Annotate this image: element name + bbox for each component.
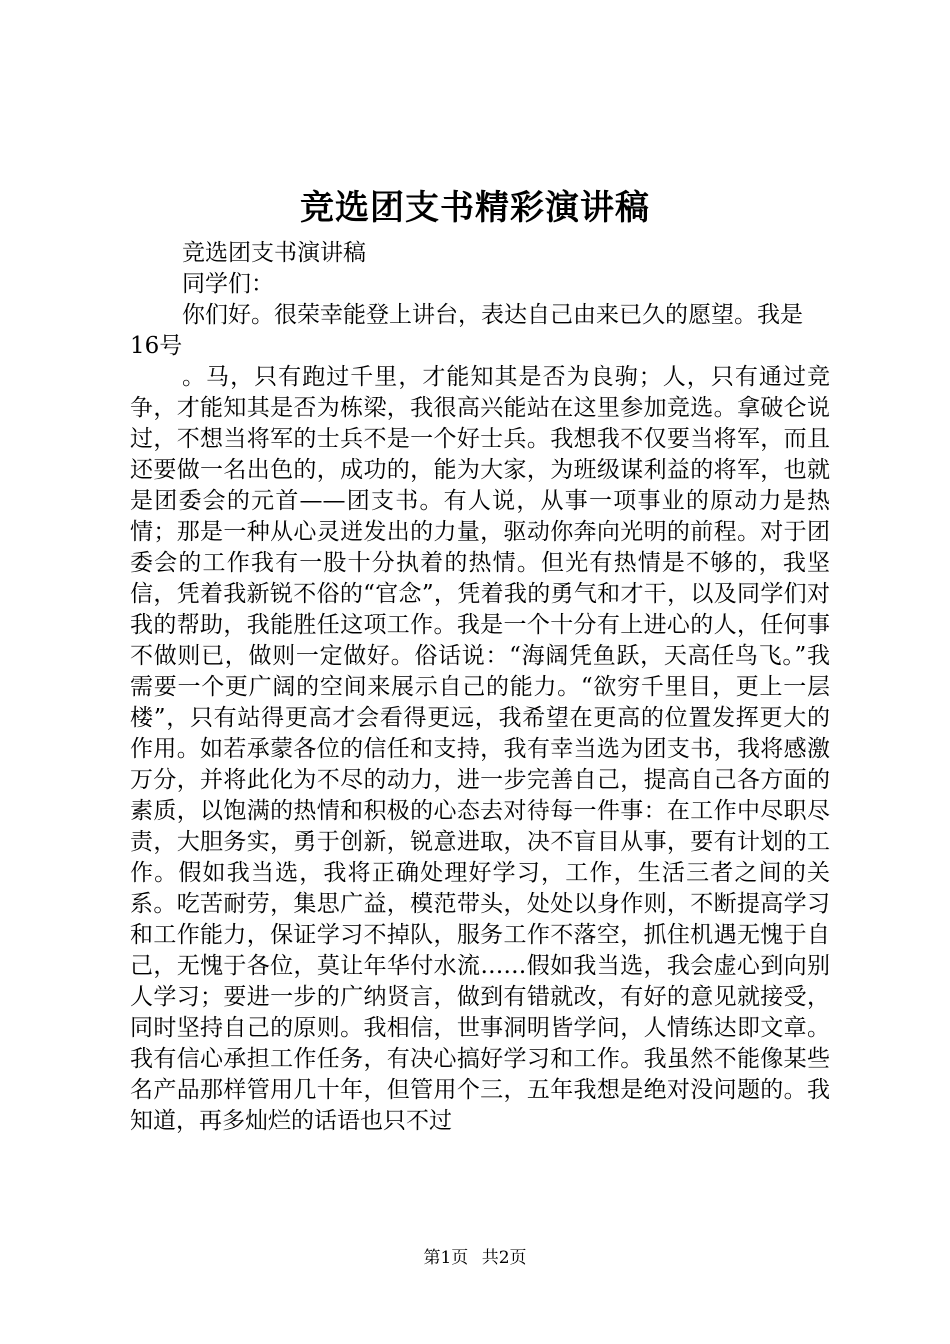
- speech-subtitle: 竞选团支书演讲稿: [182, 240, 366, 266]
- speech-paragraph-2: 。马，只有跑过千里，才能知其是否为良驹；人，只有通过竞争，才能知其是否为栋梁，我很高兴能站在这里参加竞选。拿破仑说过，不想当将军的士兵不是一个好士兵。我想我不仅要当将军，而且还要做一名出色的，成功的，能为大家，为班级谋利益的将军，也就是团委会的元首——团支书。有人说，从事一项事业的原动力是热情；那是一种从心灵迸发出的力量，驱动你奔向光明的前程。对于团委会的工作我有一股十分执着的热情。但光有热情是不够的，我坚信，凭着我新锐不俗的“官念”，凭着我的勇气和才干，以及同学们对我的帮助，我能胜任这项工作。我是一个十分有上进心的人，任何事不做则已，做则一定做好。俗话说：“海阔凭鱼跃，天高任鸟飞。”我需要一个更广阔的空间来展示自己的能力。“欲穷千里目，更上一层楼”，只有站得更高才会看得更远，我希望在更高的位置发挥更大的作用。如若承蒙各位的信任和支持，我有幸当选为团支书，我将感激万分，并将此化为不尽的动力，进一步完善自己，提高自己各方面的素质，以饱满的热情和积极的心态去对待每一件事：在工作中尽职尽责，大胆务实，勇于创新，锐意进取，决不盲目从事，要有计划的工作。假如我当选，我将正确处理好学习，工作，生活三者之间的关系。吃苦耐劳，集思广益，模范带头，处处以身作则，不断提高学习和工作能力，保证学习不掉队，服务工作不落空，抓住机遇无愧于自己，无愧于各位，莫让年华付水流……假如我当选，我会虚心到向别人学习；要进一步的广纳贤言，做到有错就改，有好的意见就接受，同时坚持自己的原则。我相信，世事洞明皆学问，人情练达即文章。我有信心承担工作任务，有决心搞好学习和工作。我虽然不能像某些名产品那样管用几十年，但管用个三，五年我想是绝对没问题的。我知道，再多灿烂的话语也只不过: [130, 364, 830, 1134]
- speech-paragraph-1: 你们好。很荣幸能登上讲台，表达自己由来已久的愿望。我是16号: [130, 302, 803, 359]
- page-number-current: 第1页: [423, 1248, 469, 1268]
- speech-greeting: 同学们：: [182, 271, 274, 297]
- page-number-total: 共2页: [481, 1248, 527, 1268]
- page-footer: [0, 1246, 950, 1270]
- page-title: 竞选团支书精彩演讲稿: [300, 188, 650, 228]
